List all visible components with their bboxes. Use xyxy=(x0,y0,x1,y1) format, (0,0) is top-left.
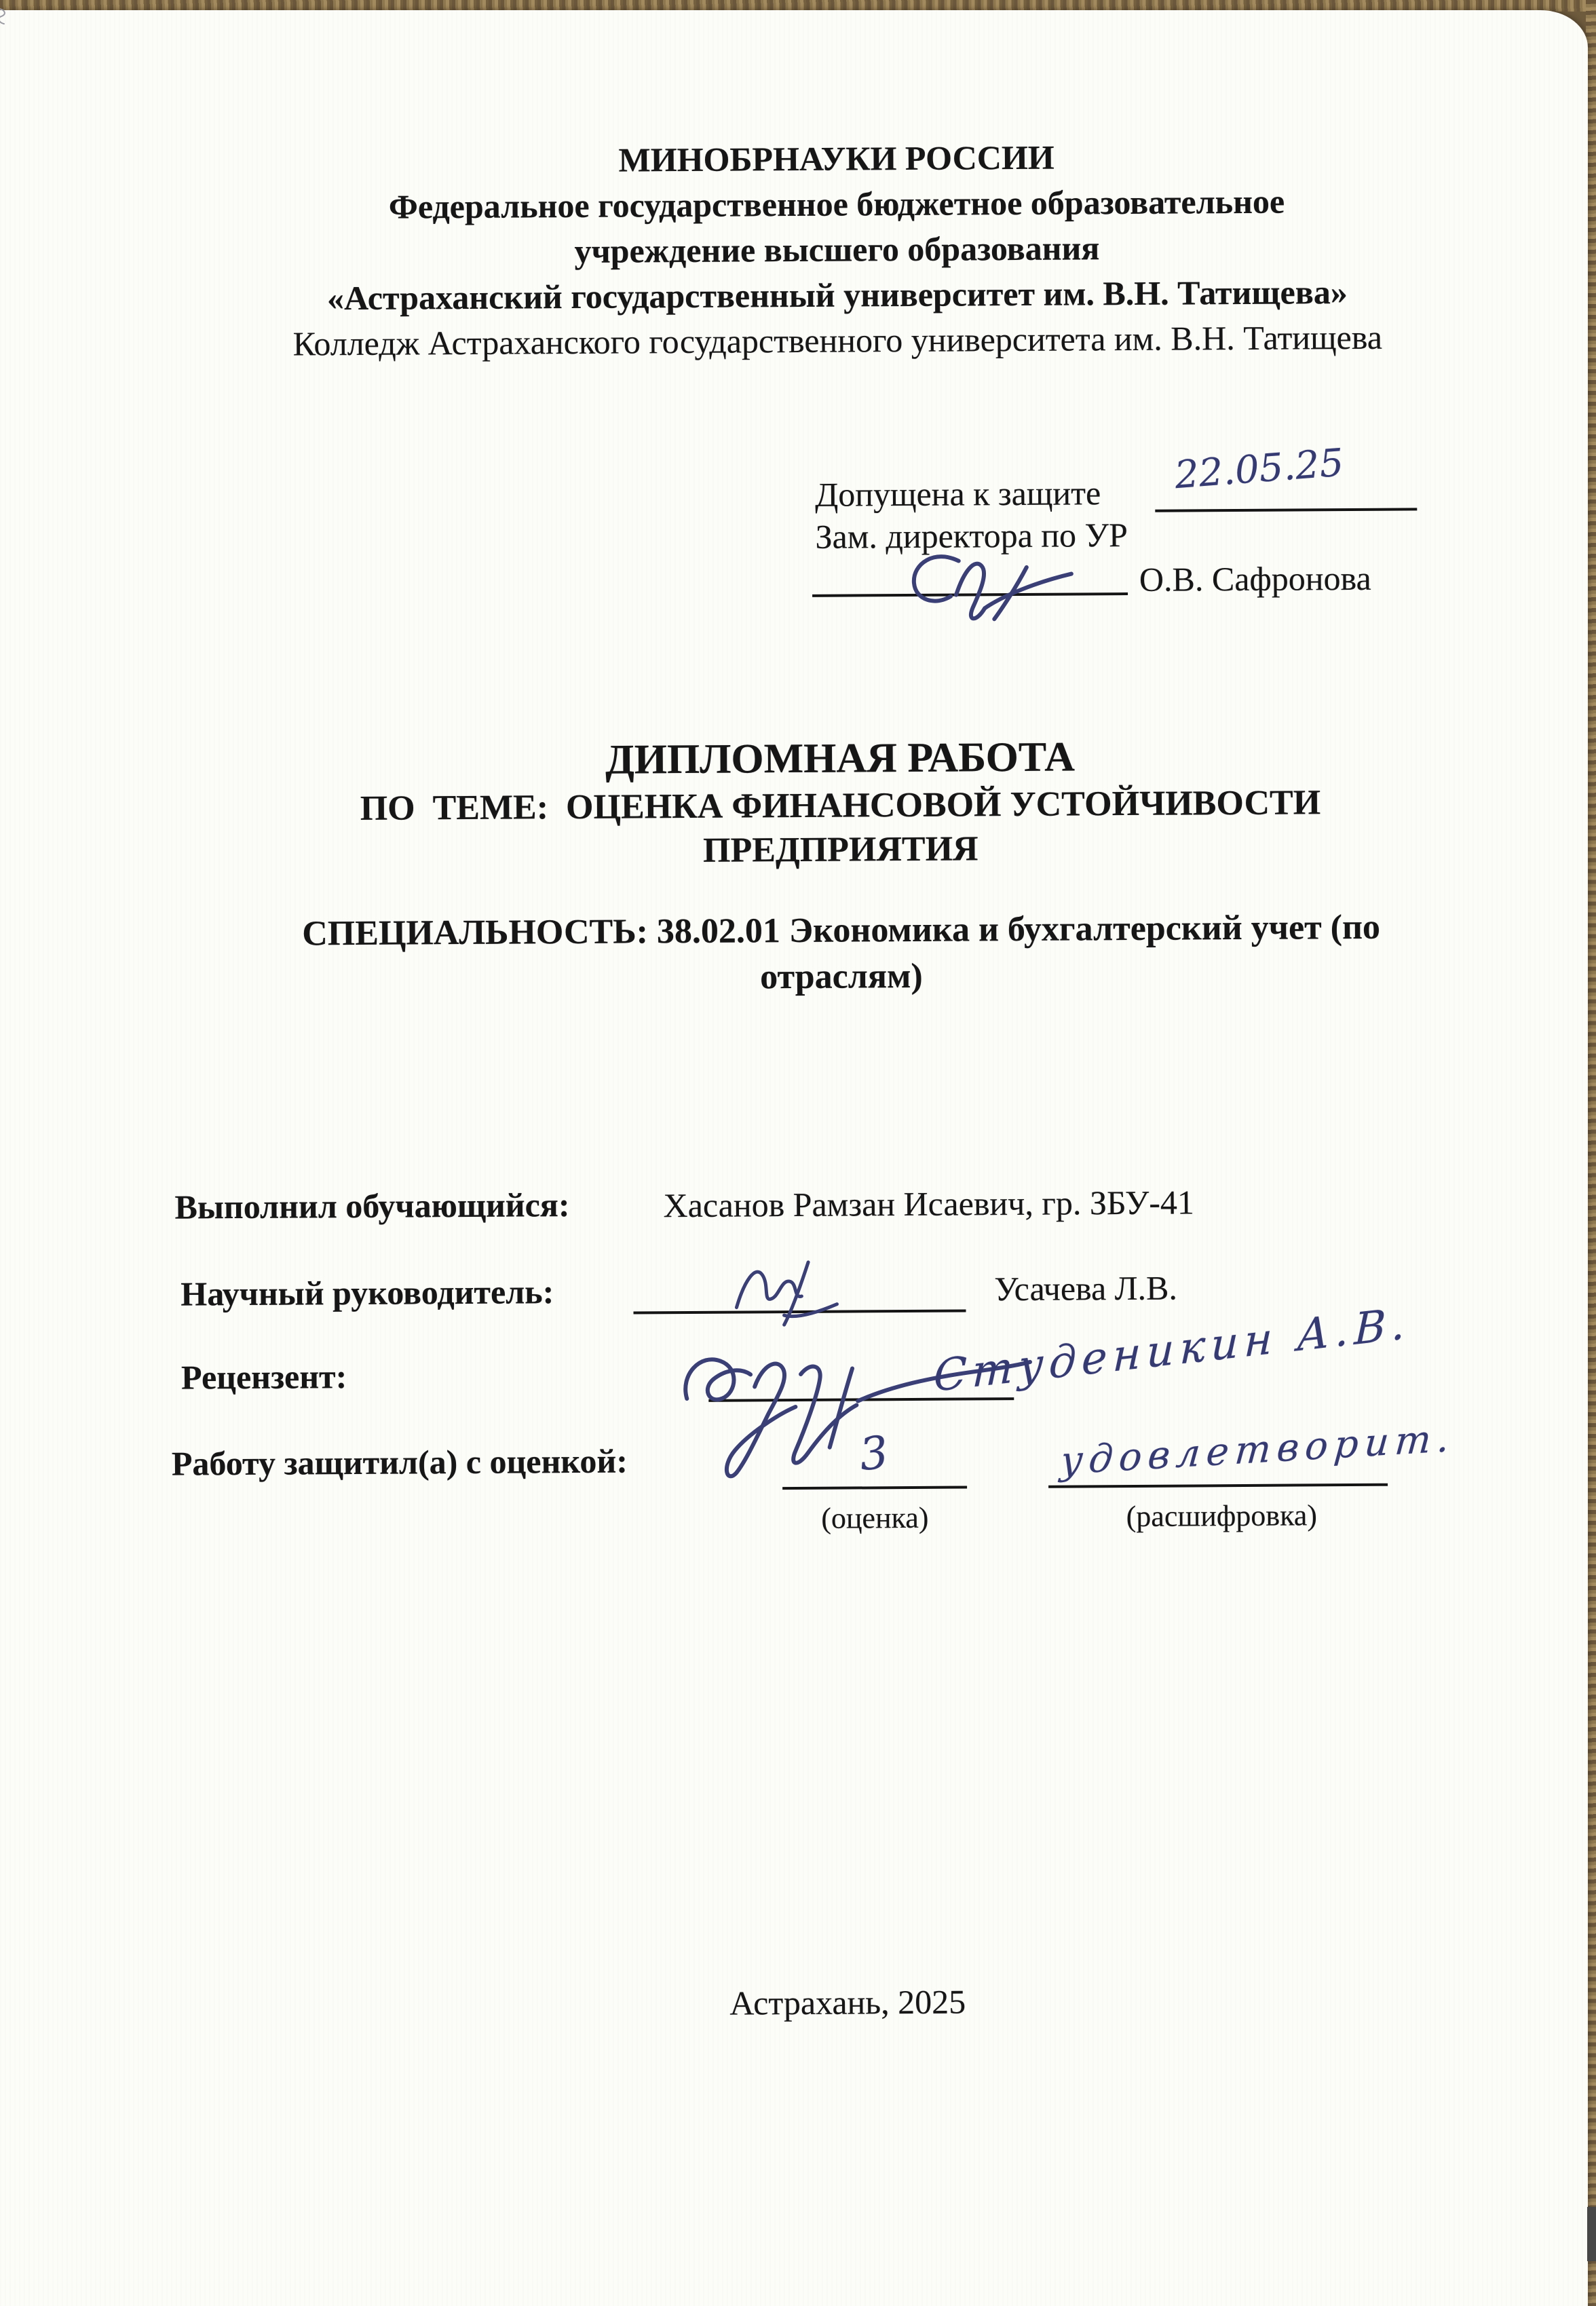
header-university: «Астраханский государственный университет им. В.Н. Татищева» xyxy=(326,273,1348,318)
supervisor-name: Усачева Л.В. xyxy=(994,1268,1178,1308)
reviewer-label: Рецензент: xyxy=(180,1357,347,1397)
footer-city-year: Астрахань, 2025 xyxy=(729,1982,966,2022)
approval-date-line xyxy=(1155,508,1417,512)
grade-text-handwritten: удовлетворит. xyxy=(1059,1416,1458,1484)
approval-admitted-label: Допущена к защите xyxy=(814,474,1101,514)
scan-ink-speck xyxy=(0,5,12,28)
supervisor-signature xyxy=(721,1247,878,1329)
specialty-line1: СПЕЦИАЛЬНОСТЬ: 38.02.01 Экономика и бухгалтерский учет (по xyxy=(302,907,1381,953)
supervisor-label: Научный руководитель: xyxy=(180,1272,554,1313)
header-org-line1: Федеральное государственное бюджетное образовательное xyxy=(388,182,1285,226)
student-label: Выполнил обучающийся: xyxy=(174,1186,570,1226)
reviewer-signature-name: Студеникин А.В. xyxy=(932,1298,1411,1403)
approval-date-handwritten: 22.05.25 xyxy=(1173,440,1346,498)
student-name: Хасанов Рамзан Исаевич, гр. ЗБУ-41 xyxy=(663,1183,1195,1225)
grade-caption: (оценка) xyxy=(821,1500,929,1535)
approval-position: Зам. директора по УР xyxy=(815,516,1128,556)
header-ministry: МИНОБРНАУКИ РОССИИ xyxy=(618,138,1054,179)
grade-label: Работу защитил(а) с оценкой: xyxy=(171,1441,628,1483)
topic-line2: ПРЕДПРИЯТИЯ xyxy=(702,829,978,870)
grade-text-line xyxy=(1048,1483,1388,1488)
topic-line1: ПО ТЕМЕ: ОЦЕНКА ФИНАНСОВОЙ УСТОЙЧИВОСТИ xyxy=(360,783,1321,828)
header-org-line2: учреждение высшего образования xyxy=(574,229,1100,270)
grade-line xyxy=(782,1486,967,1490)
approval-signer-name: О.В. Сафронова xyxy=(1139,559,1371,599)
grade-text-caption: (расшифровка) xyxy=(1126,1498,1318,1534)
specialty-line2: отраслям) xyxy=(760,956,923,997)
work-kind-title: ДИПЛОМНАЯ РАБОТА xyxy=(605,734,1076,783)
grade-value-handwritten: 3 xyxy=(856,1426,891,1481)
director-signature xyxy=(894,540,1105,626)
header-college: Колледж Астраханского государственного университета им. В.Н. Татищева xyxy=(292,318,1383,363)
